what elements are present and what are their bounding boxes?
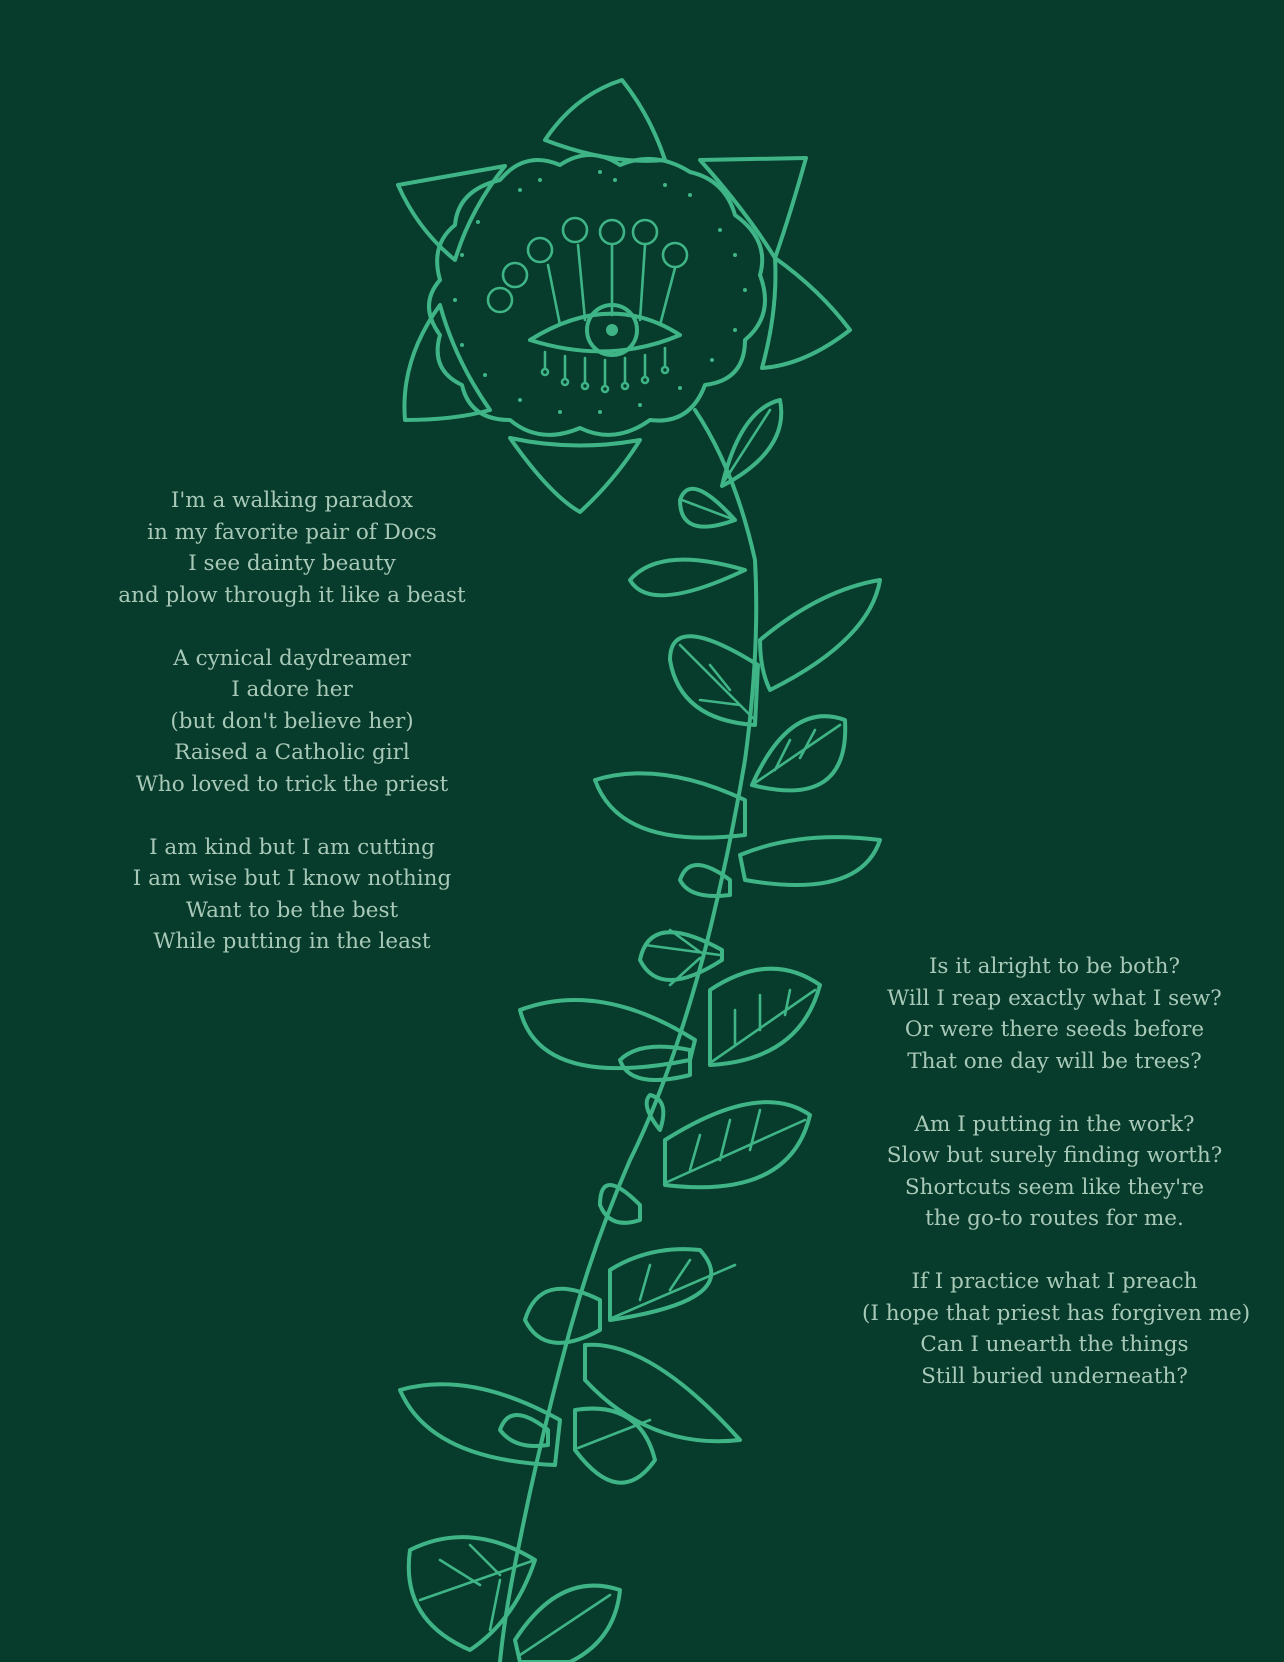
poem-left-column <box>112 485 472 958</box>
petal-top-right <box>700 158 806 258</box>
verse-line: the go-to routes for me. <box>925 1206 1184 1231</box>
leaves <box>400 400 880 1662</box>
leaf <box>610 1249 711 1320</box>
outer-petals <box>398 80 850 512</box>
petal-top <box>545 80 665 161</box>
stanza <box>112 485 472 611</box>
leaf <box>760 580 880 690</box>
leaf <box>630 560 745 596</box>
verse-line: If I practice what I preach <box>911 1269 1198 1294</box>
leaf <box>595 773 745 837</box>
verse-line: Am I putting in the work? <box>914 1111 1195 1137</box>
petal-top-left <box>398 166 505 260</box>
verse-line: Who loved to trick the priest <box>135 771 449 797</box>
verse-line: Raised a Catholic girl <box>174 740 410 765</box>
verse-line: I see dainty beauty <box>188 551 396 576</box>
leaf <box>400 1384 560 1465</box>
leaf <box>525 1289 600 1343</box>
verse-line: While putting in the least <box>153 929 431 954</box>
verse-line: and plow through it like a beast <box>118 582 466 608</box>
stem <box>500 410 756 1662</box>
leaf <box>585 1345 740 1441</box>
verse-line: Or were there seeds before <box>904 1017 1205 1042</box>
leaf <box>740 837 880 885</box>
verse-line: (but don't believe her) <box>170 708 414 734</box>
verse-line: I adore her <box>231 677 353 702</box>
verse-line: Will I reap exactly what I sew? <box>887 985 1222 1011</box>
verse-line: I am wise but I know nothing <box>132 866 452 891</box>
stanza <box>112 643 472 801</box>
verse-line: Want to be the best <box>185 897 399 923</box>
verse-line: in my favorite pair of Docs <box>147 519 437 545</box>
petal-bottom <box>510 438 640 512</box>
verse-line: Still buried underneath? <box>921 1363 1188 1389</box>
verse-line: That one day will be trees? <box>907 1048 1202 1074</box>
stanza <box>862 951 1247 1077</box>
stanza <box>112 832 472 958</box>
verse-line: I am kind but I am cutting <box>149 834 435 860</box>
eye-icon <box>530 305 680 392</box>
verse-line: A cynical daydreamer <box>173 645 411 671</box>
verse-line: (I hope that priest has forgiven me) <box>862 1300 1251 1326</box>
verse-line: Slow but surely finding worth? <box>886 1143 1223 1168</box>
leaf <box>520 1000 695 1068</box>
stipple-dots <box>453 170 747 414</box>
leaf <box>600 1185 640 1223</box>
verse-line: Is it alright to be both? <box>928 954 1181 979</box>
leaf <box>680 489 735 527</box>
verse-line: Can I unearth the things <box>920 1332 1189 1357</box>
stanza <box>862 1266 1251 1392</box>
verse-line: Shortcuts seem like they're <box>904 1174 1205 1200</box>
poem-right-column <box>862 951 1251 1392</box>
verse-line: I'm a walking paradox <box>170 488 414 513</box>
petal-left <box>404 305 490 420</box>
petal-right <box>762 258 850 368</box>
crown-of-flowers <box>488 218 687 325</box>
stanza <box>862 1109 1247 1235</box>
